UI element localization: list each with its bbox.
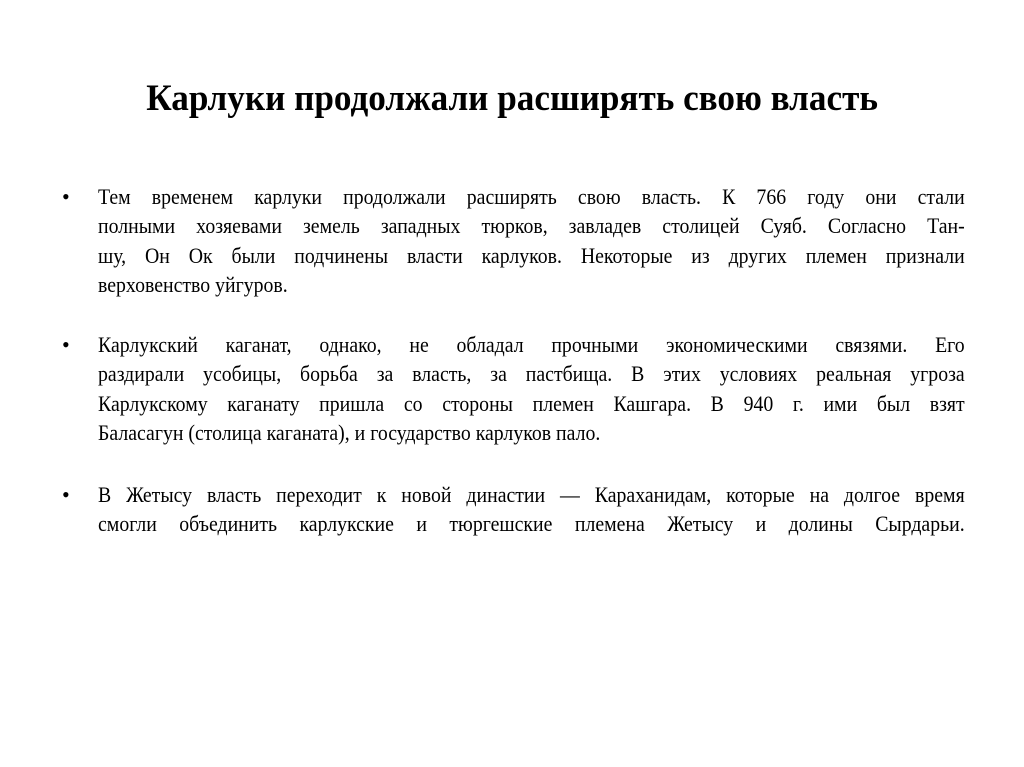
text-line: смогли объединить карлукские и тюргешские племена Жетысу и долины Сырдарьи. [98,511,965,537]
slide-title-text: Карлуки продолжали расширять свою власть [146,78,878,119]
bullet-text [98,480,965,539]
bullet-text [98,182,965,299]
slide-title [0,76,1024,122]
text-line: раздирали усобицы, борьба за власть, за пастбища. В этих условиях реальная угроза [98,361,965,387]
text-line: Карлукский каганат, однако, не обладал прочными экономическими связями. Его [98,332,965,357]
text-line: Тем временем карлуки продолжали расширять свою власть. К 766 году они стали [98,184,965,209]
text-line: В Жетысу власть переходит к новой династии — Караханидам, которые на долгое время [98,482,965,507]
bullet-icon: • [62,184,70,209]
text-line: полными хозяевами земель западных тюрков, завладев столицей Суяб. Согласно Тан- [98,213,965,239]
text-line: шу, Он Ок были подчинены власти карлуков. Некоторые из других племен признали [98,242,965,268]
text-line: Карлукскому каганату пришла со стороны племен Кашгара. В 940 г. ими был взят [98,390,965,416]
bullet-text [98,330,965,447]
text-line: верховенство уйгуров. [98,271,288,297]
bullet-icon: • [62,332,70,357]
text-line: Баласагун (столица каганата), и государство карлуков пало. [98,419,601,445]
bullet-icon: • [62,482,70,507]
